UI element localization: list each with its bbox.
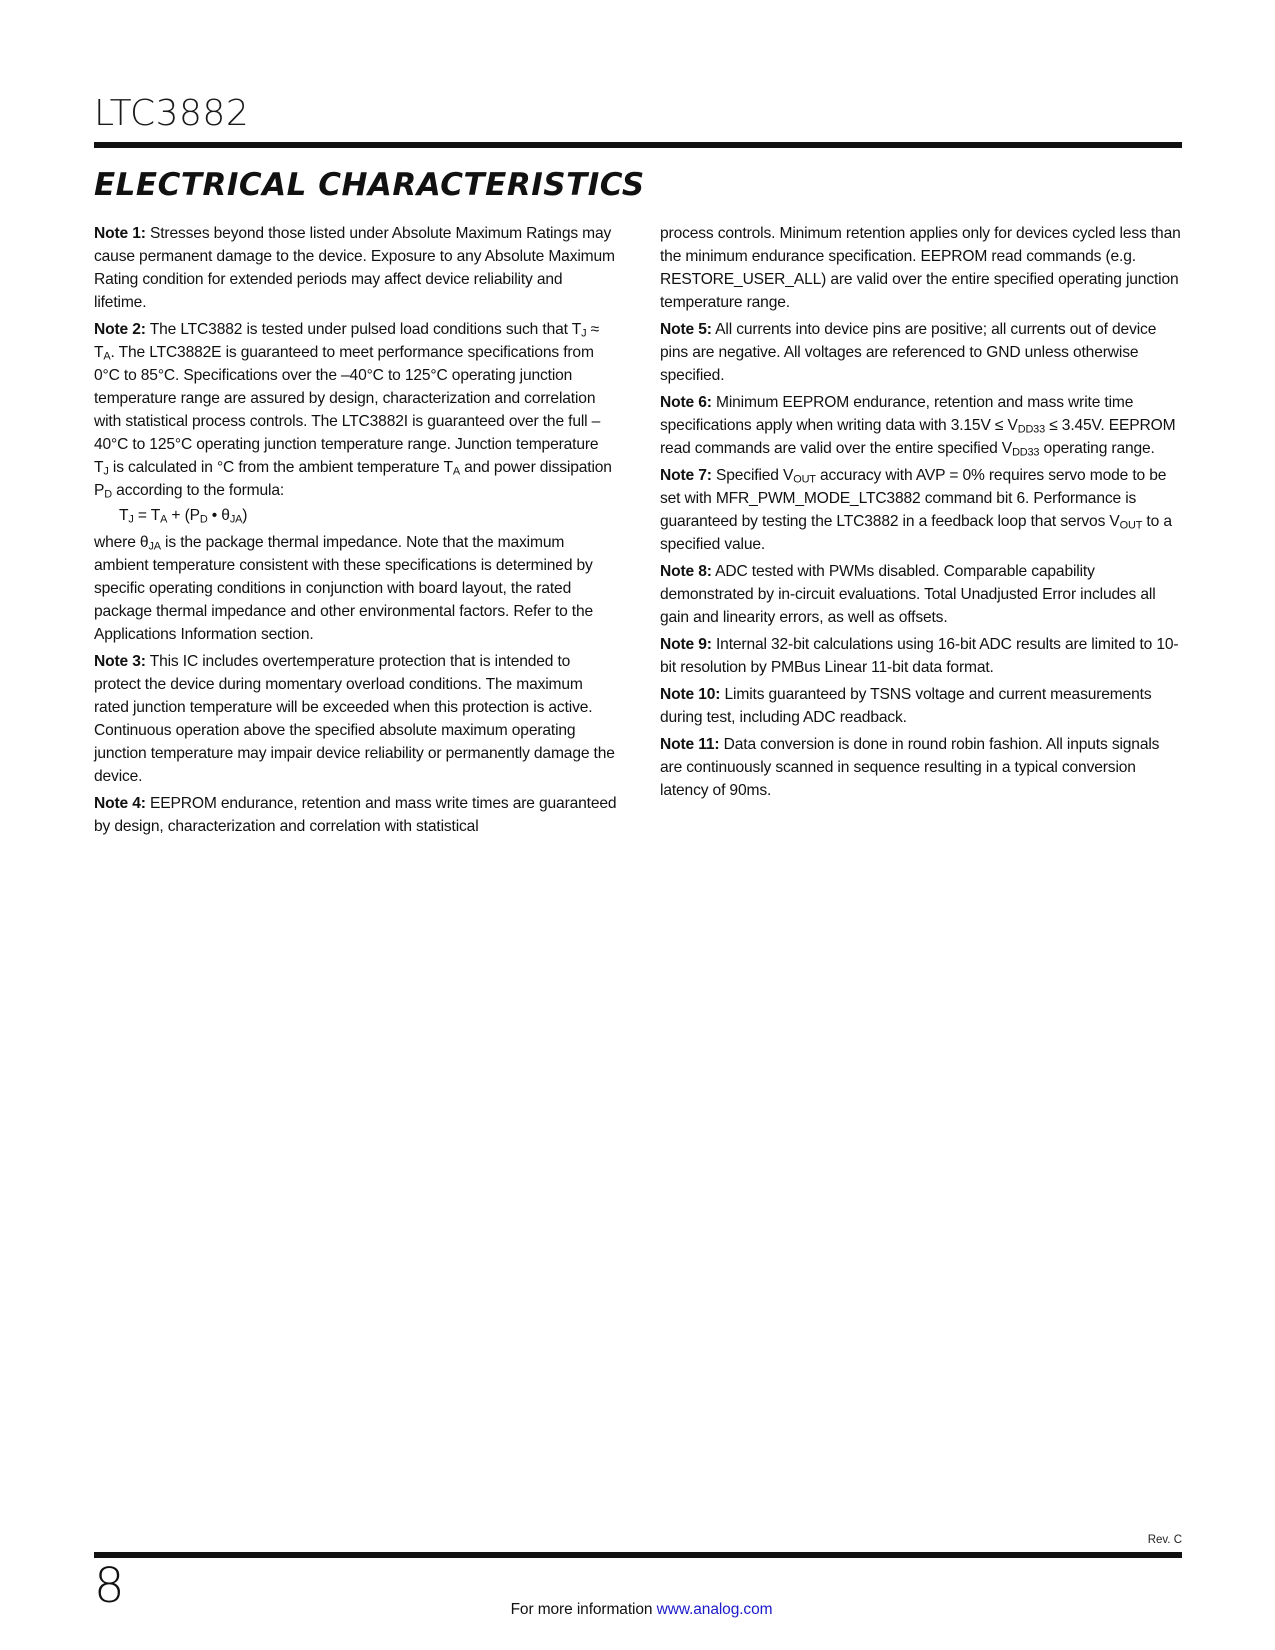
subscript: A (452, 465, 460, 478)
subscript: OUT (793, 473, 816, 486)
note-text: Data conversion is done in round robin fashion. All inputs signals are continuously scanned in sequence resulting in a typical conversion latency of 90ms. (660, 736, 1160, 799)
right-column (660, 222, 1183, 806)
note-text: Specified V (716, 467, 794, 484)
note-text: is calculated in °C from the ambient temperature T (108, 459, 453, 476)
section-title: ELECTRICAL CHARACTERISTICS (94, 167, 645, 203)
note-label: Note 11: (660, 736, 720, 753)
note-text: accuracy with AVP = 0% requires servo mode to be set with MFR_PWM_MODE_LTC3882 command bit 6. Performance is guaranteed by testing the LTC3882 in a feedback loop that servos V (660, 467, 1167, 530)
note-text: is the package thermal impedance. Note that the maximum ambient temperature consistent with these specifications is determined by specific operating conditions in conjunction with board layout, the rated package thermal impedance and other environmental factors. Refer to the Applications Information section. (94, 534, 594, 643)
note-label: Note 1: (94, 225, 146, 242)
formula-text: = T (133, 507, 161, 524)
note-text: All currents into device pins are positive; all currents out of device pins are negative. All voltages are referenced to GND unless otherwise specified. (660, 321, 1157, 384)
note-label: Note 9: (660, 636, 712, 653)
note-4 (94, 792, 617, 838)
note-text: ≈ T (94, 321, 599, 361)
note-4-continued (660, 222, 1183, 314)
note-text: and power dissipation P (94, 459, 612, 499)
subscript: JA (148, 540, 161, 553)
subscript: A (160, 513, 168, 526)
junction-temperature-formula (94, 504, 617, 527)
note-label: Note 10: (660, 686, 721, 703)
note-text: Internal 32-bit calculations using 16-bit ADC results are limited to 10-bit resolution by PMBus Linear 11-bit data format. (660, 636, 1179, 676)
note-text: . The LTC3882E is guaranteed to meet performance specifications from 0°C to 85°C. Specifications over the –40°C to 125°C operating junction temperature range are assured by design, characterization and correlation with statistical process controls. The LTC3882I is guaranteed over the full –40°C to 125°C operating junction temperature range. Junction temperature T (94, 344, 601, 476)
note-5 (660, 318, 1183, 387)
note-11 (660, 733, 1183, 802)
note-3 (94, 650, 617, 788)
note-label: Note 4: (94, 795, 146, 812)
note-2 (94, 318, 617, 646)
left-column (94, 222, 617, 842)
note-text: operating range. (1039, 440, 1155, 457)
note-8 (660, 560, 1183, 629)
note-text: Minimum EEPROM endurance, retention and mass write time specifications apply when writing data with 3.15V ≤ V (660, 394, 1134, 434)
subscript: DD33 (1017, 423, 1046, 436)
note-text: The LTC3882 is tested under pulsed load conditions such that T (149, 321, 582, 338)
part-number: LTC3882 (94, 93, 250, 134)
subscript: D (199, 513, 208, 526)
note-label: Note 7: (660, 467, 712, 484)
formula-text: ) (242, 507, 248, 524)
footer-info-text: For more information (510, 1601, 653, 1618)
note-text: ≤ 3.45V. EEPROM read commands are valid over the entire specified V (660, 417, 1176, 457)
subscript: OUT (1119, 519, 1143, 532)
note-text: Limits guaranteed by TSNS voltage and current measurements during test, including ADC readback. (660, 686, 1152, 726)
note-label: Note 2: (94, 321, 146, 338)
subscript: J (581, 327, 587, 340)
formula-text: • θ (207, 507, 230, 524)
subscript: JA (229, 513, 243, 526)
note-text: This IC includes overtemperature protection that is intended to protect the device during momentary overload conditions. The maximum rated junction temperature will be exceeded when this protection is active. Continuous operation above the specified absolute maximum operating junction temperature may impair device reliability or permanently damage the device. (94, 653, 615, 785)
note-label: Note 3: (94, 653, 146, 670)
note-text: to a specified value. (660, 513, 1172, 553)
website-link[interactable]: www.analog.com (656, 1601, 773, 1618)
note-label: Note 6: (660, 394, 712, 411)
subscript: J (128, 513, 134, 526)
revision-label: Rev. C (1147, 1534, 1182, 1546)
header-rule (94, 142, 1182, 148)
note-text: ADC tested with PWMs disabled. Comparable capability demonstrated by in-circuit evaluations. Total Unadjusted Error includes all gain and linearity errors, as well as offsets. (660, 563, 1156, 626)
subscript: J (103, 465, 109, 478)
footer-rule (94, 1552, 1182, 1558)
note-text: according to the formula: (112, 482, 285, 499)
footer-info (0, 1601, 1275, 1619)
subscript: D (104, 488, 112, 501)
subscript: DD33 (1012, 446, 1040, 459)
note-label: Note 8: (660, 563, 712, 580)
note-10 (660, 683, 1183, 729)
note-label: Note 5: (660, 321, 712, 338)
note-text: process controls. Minimum retention applies only for devices cycled less than the minimum endurance specification. EEPROM read commands (e.g. RESTORE_USER_ALL) are valid over the entire specified operating junction temperature range. (660, 225, 1181, 311)
formula-text: + (P (167, 507, 200, 524)
subscript: A (103, 350, 111, 363)
note-9 (660, 633, 1183, 679)
note-7 (660, 464, 1183, 556)
note-text: where θ (94, 534, 149, 551)
note-1 (94, 222, 617, 314)
note-6 (660, 391, 1183, 460)
note-text: EEPROM endurance, retention and mass write times are guaranteed by design, characterization and correlation with statistical (94, 795, 617, 835)
formula-text: T (119, 507, 129, 524)
page-number: 8 (94, 1558, 125, 1614)
note-text: Stresses beyond those listed under Absolute Maximum Ratings may cause permanent damage to the device. Exposure to any Absolute Maximum Rating condition for extended periods may affect device reliability and lifetime. (94, 225, 615, 311)
